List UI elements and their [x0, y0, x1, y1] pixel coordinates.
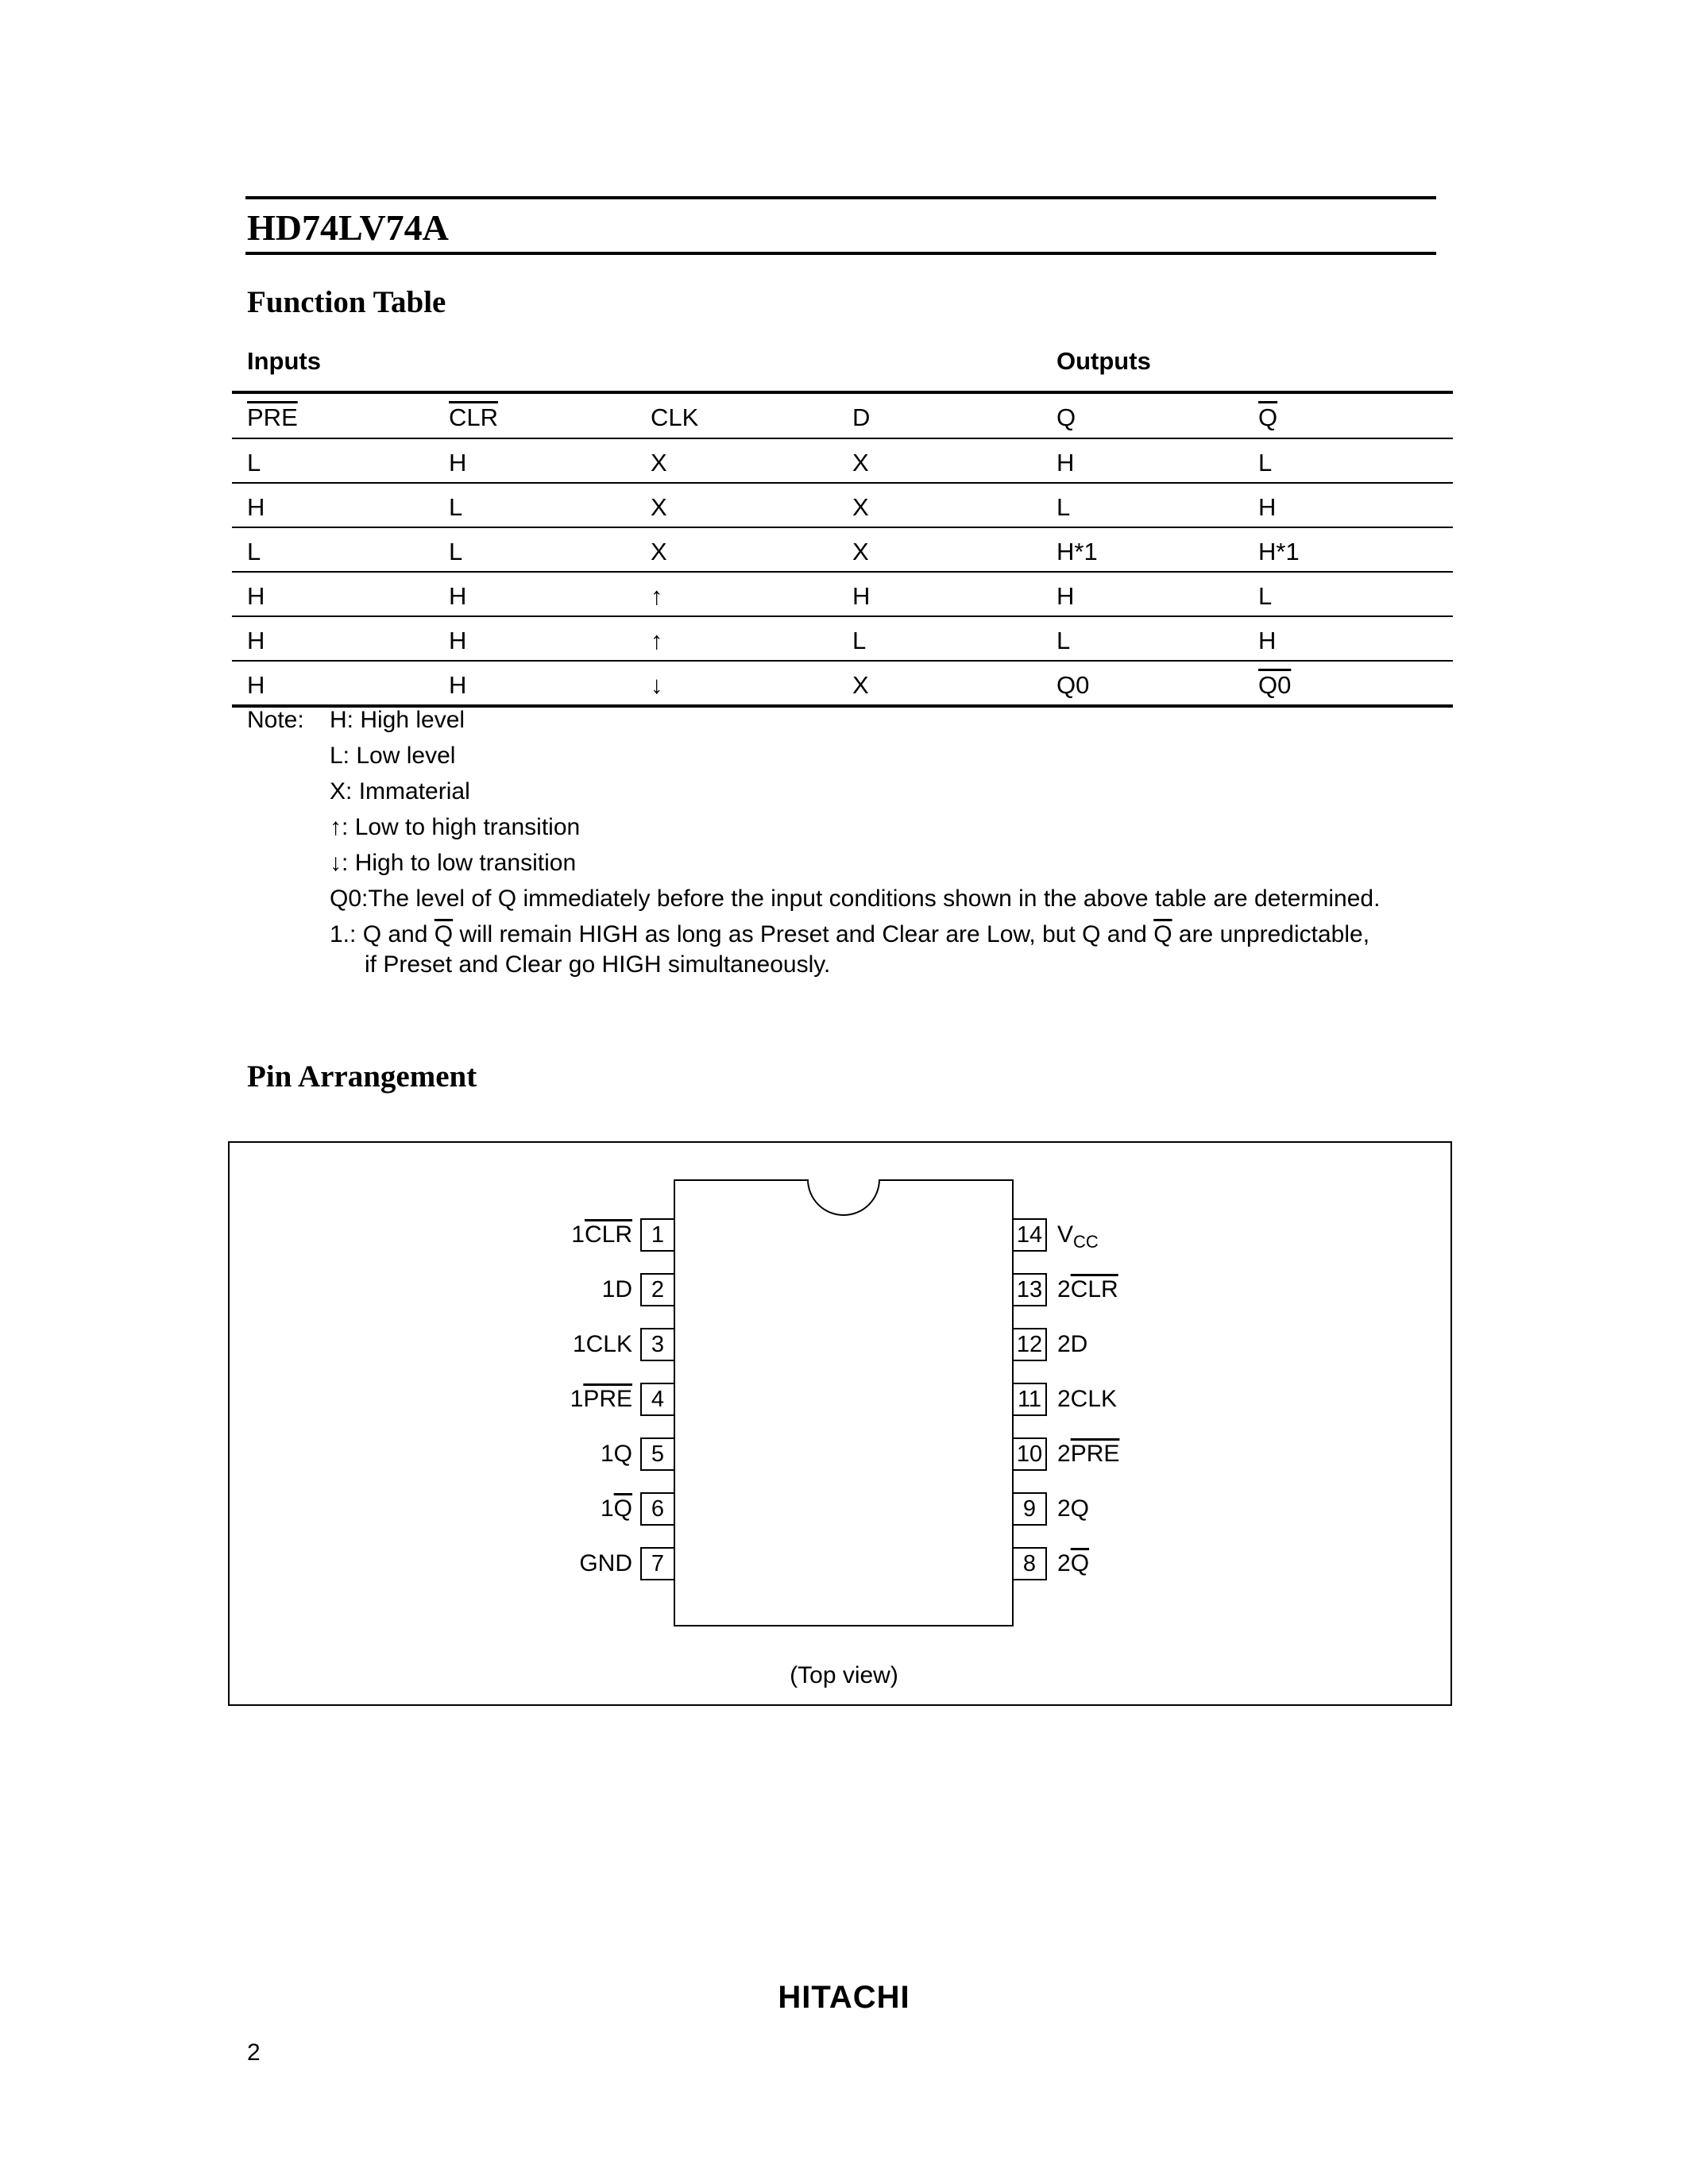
pin-label — [1057, 1329, 1087, 1360]
col-header-d: D — [852, 403, 871, 431]
pin-label-name: $\overline{Q}$ — [1070, 1550, 1090, 1576]
table-cell: Q0 — [1056, 671, 1090, 699]
col-header-clk: CLK — [651, 403, 699, 431]
pin-number: 13 — [1014, 1273, 1047, 1306]
pin-label — [505, 1275, 632, 1305]
pin-label-name: 1D — [601, 1276, 632, 1302]
table-cell-value: H*1 — [1056, 538, 1098, 565]
col-header-pre: $\overline{PRE}$ — [247, 403, 298, 431]
table-cell: H — [247, 582, 265, 610]
pin-label — [1057, 1220, 1099, 1257]
hitachi-logo: HITACHI — [778, 1980, 910, 2015]
pin-number: 6 — [640, 1492, 674, 1526]
table-cell — [1056, 538, 1098, 566]
page-number: 2 — [247, 2039, 261, 2066]
table-cell: X — [852, 538, 869, 565]
pin-label-prefix: 1 — [571, 1221, 585, 1248]
pin-label-prefix: 1 — [600, 1495, 614, 1522]
ic-package-body — [674, 1179, 1014, 1626]
table-cell: L — [1258, 582, 1273, 610]
note-key: ↓: — [330, 850, 349, 876]
table-row — [232, 439, 1453, 484]
table-cell — [1258, 538, 1300, 566]
up-arrow-icon: ↑ — [651, 627, 663, 654]
pin-number: 7 — [640, 1547, 674, 1580]
pin-number: 12 — [1014, 1328, 1047, 1361]
header-bottom-rule — [245, 252, 1436, 255]
pin-number: 8 — [1014, 1547, 1047, 1580]
table-cell: X — [852, 493, 869, 521]
pin-label-name: GND — [579, 1550, 632, 1576]
note-label: Note: — [247, 707, 304, 733]
table-header-row — [232, 394, 1453, 438]
pin-label — [505, 1549, 632, 1579]
pin-label-prefix: 2 — [1057, 1441, 1071, 1467]
table-cell: H — [1056, 449, 1075, 477]
table-row — [232, 484, 1453, 528]
table-cell: L — [1056, 627, 1071, 654]
pin-label — [505, 1494, 632, 1524]
note-text: High to low transition — [354, 850, 577, 876]
table-cell: H — [449, 627, 467, 654]
pin-number: 3 — [640, 1328, 674, 1361]
footnote-text: will remain HIGH as long as Preset and Clear are Low, but Q and — [453, 921, 1154, 947]
table-cell: X — [651, 493, 667, 521]
table-cell: L — [1258, 449, 1273, 477]
pin-number: 14 — [1014, 1218, 1047, 1252]
table-cell: X — [852, 671, 869, 699]
pin-label-name: $\overline{PRE}$ — [583, 1386, 632, 1412]
note-key: L: — [330, 743, 350, 769]
pin-label — [1057, 1439, 1119, 1469]
header-top-rule — [245, 196, 1436, 199]
pin-label-name: 2Q — [1057, 1495, 1090, 1522]
pin-label-prefix: 1 — [570, 1386, 584, 1412]
note-text: The level of Q immediately before the input conditions shown in the above table are determined. — [368, 886, 1381, 912]
pin-label — [505, 1384, 632, 1414]
pin-label-name: CC — [1073, 1232, 1099, 1252]
table-row — [232, 662, 1453, 706]
up-arrow-icon: ↑ — [651, 582, 663, 610]
pin-number: 10 — [1014, 1437, 1047, 1471]
note-text: Low level — [356, 743, 456, 769]
table-cell: H — [449, 671, 467, 699]
note-key: Q0: — [330, 886, 369, 912]
down-arrow-icon: ↓ — [651, 671, 663, 699]
table-cell: L — [247, 449, 261, 477]
pin-label-prefix: 2 — [1057, 1276, 1071, 1302]
note-line — [330, 774, 470, 809]
note-key: ↑: — [330, 814, 349, 840]
pin-label-name: 2CLK — [1057, 1386, 1118, 1412]
footnote-q-bar: $\overline{Q}$ — [1153, 921, 1172, 947]
pin-label — [505, 1220, 632, 1250]
table-cell: H — [1258, 493, 1277, 521]
table-cell: H — [852, 582, 871, 610]
notch-gap — [809, 1179, 879, 1183]
diagram-caption: (Top view) — [790, 1662, 898, 1688]
pin-label-name: $\overline{CLR}$ — [584, 1221, 632, 1248]
pin-label — [505, 1329, 632, 1360]
pin-label-name: 1CLK — [572, 1331, 632, 1357]
note-key: H: — [330, 707, 353, 733]
table-cell: H — [449, 582, 467, 610]
table-cell: X — [651, 538, 667, 565]
note-line — [330, 702, 465, 738]
table-cell: L — [852, 627, 867, 654]
table-cell: H — [1258, 627, 1277, 654]
pin-label-name: $\overline{Q}$ — [613, 1495, 632, 1522]
table-row — [232, 573, 1453, 617]
function-table-heading: Function Table — [247, 285, 446, 319]
col-header-q-bar: $\overline{Q}$ — [1258, 403, 1278, 431]
pin-label — [505, 1439, 632, 1469]
pin-label-name: $\overline{PRE}$ — [1070, 1441, 1120, 1467]
table-cell: H — [449, 449, 467, 477]
note-text: Low to high transition — [354, 814, 581, 840]
table-cell: H — [247, 493, 265, 521]
pin-label — [1057, 1275, 1118, 1305]
inputs-group-label: Inputs — [247, 347, 321, 375]
table-cell: H — [1056, 582, 1075, 610]
outputs-group-label: Outputs — [1056, 347, 1151, 375]
note-key: X: — [330, 778, 353, 805]
pin-label — [1057, 1549, 1089, 1579]
pin-label-name: 2D — [1057, 1331, 1088, 1357]
pin-arrangement-heading: Pin Arrangement — [247, 1059, 477, 1094]
table-cell: L — [449, 493, 463, 521]
table-cell: L — [1056, 493, 1071, 521]
table-cell: X — [852, 449, 869, 477]
table-cell: L — [449, 538, 463, 565]
table-cell: L — [247, 538, 261, 565]
pin-number: 1 — [640, 1218, 674, 1252]
pin-number: 5 — [640, 1437, 674, 1471]
pin-number: 11 — [1014, 1383, 1047, 1416]
footnote-text: Q and — [362, 921, 435, 947]
pin-label-prefix: 2 — [1057, 1550, 1071, 1576]
note-line — [330, 738, 455, 774]
pin-label-name: $\overline{CLR}$ — [1070, 1276, 1118, 1302]
pin-label — [1057, 1384, 1117, 1414]
pin-number: 2 — [640, 1273, 674, 1306]
pin-label-prefix: V — [1057, 1221, 1074, 1248]
pin-number: 4 — [640, 1383, 674, 1416]
table-cell: Q0 — [1258, 671, 1292, 699]
document-title: HD74LV74A — [247, 207, 449, 248]
table-cell: H — [247, 671, 265, 699]
note-text: High level — [360, 707, 465, 733]
col-header-clr: $\overline{CLR}$ — [449, 403, 499, 431]
note-footnote-continuation: if Preset and Clear go HIGH simultaneously. — [365, 951, 831, 978]
note-line — [330, 845, 576, 881]
footnote-key: 1.: — [330, 921, 357, 947]
pin-label — [1057, 1494, 1089, 1524]
table-cell-value: H*1 — [1258, 538, 1300, 565]
pin-label-name: 1Q — [600, 1441, 632, 1467]
note-line — [330, 881, 1380, 916]
table-cell: H — [247, 627, 265, 654]
table-row — [232, 528, 1453, 573]
table-cell: X — [651, 449, 667, 477]
footnote-text: are unpredictable, — [1172, 921, 1370, 947]
note-line — [330, 809, 580, 845]
col-header-q: Q — [1056, 403, 1076, 431]
pin-number: 9 — [1014, 1492, 1047, 1526]
note-text: Immaterial — [358, 778, 470, 805]
footnote-q-bar: $\overline{Q}$ — [434, 921, 454, 947]
table-row — [232, 617, 1453, 662]
